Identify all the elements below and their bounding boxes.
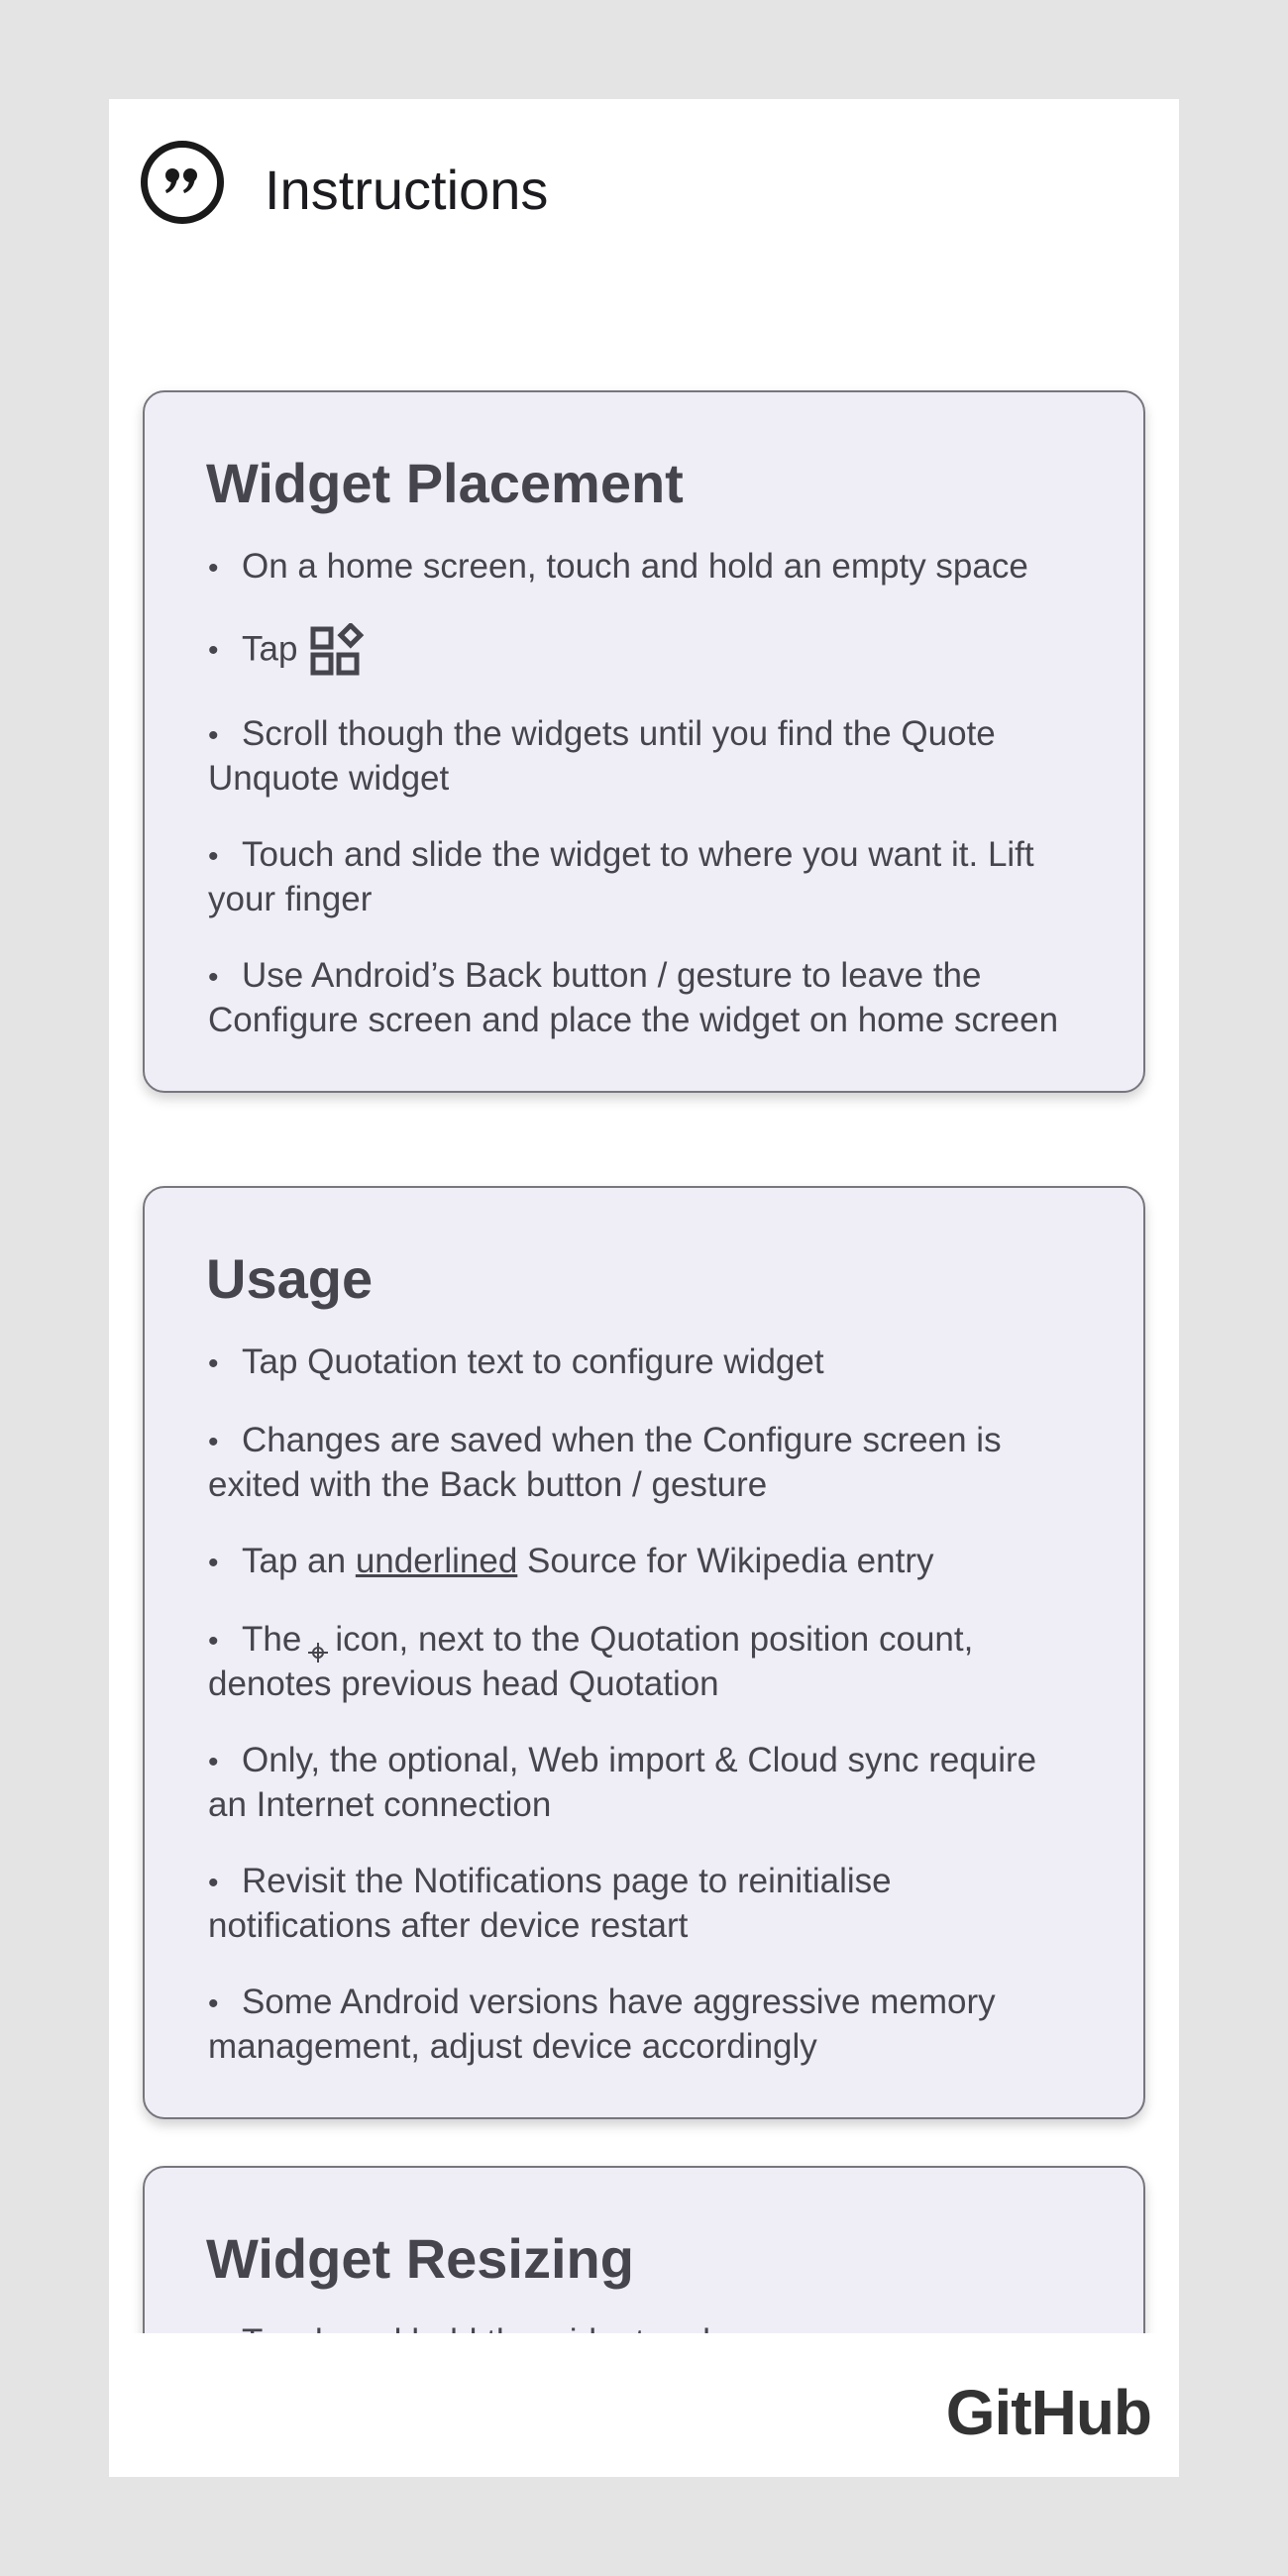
card-title: Widget Resizing — [206, 2227, 634, 2290]
list-item: • Scroll though the widgets until you find the Quote Unquote widget — [208, 714, 996, 798]
bullet: • — [208, 719, 219, 752]
format-quote-icon-glyph — [160, 160, 205, 205]
instructions-scroll-area[interactable] — [109, 272, 1179, 2432]
bullet: • — [208, 1625, 219, 1658]
bullet: • — [208, 1426, 219, 1458]
list-item: • Changes are saved when the Configure screen is exited with the Back button / gesture — [208, 1421, 1002, 1504]
list-item: • Use Android’s Back button / gesture to leave the Configure screen and place the widget on home screen — [208, 956, 1059, 1039]
list-item: • On a home screen, touch and hold an empty space — [206, 545, 1082, 590]
list-item: • Revisit the Notifications page to reinitialise notifications after device restart — [208, 1862, 892, 1945]
bullet: • — [208, 552, 219, 585]
page-title: Instructions — [265, 159, 549, 221]
list-item: • Touch and slide the widget to where you want it. Lift your finger — [208, 835, 1034, 918]
list-item: • Tap an underlined Source for Wikipedia entry — [206, 1540, 1082, 1584]
list-item: • Tap Quotation text to configure widget — [206, 1341, 1082, 1385]
github-logo[interactable]: GitHub — [945, 2377, 1151, 2448]
bullet: • — [208, 840, 219, 873]
footer — [109, 2333, 1179, 2477]
bullet: • — [208, 1867, 219, 1899]
list-item: • Tap — [206, 623, 1082, 679]
bullet: • — [208, 1987, 219, 2020]
bullet: • — [208, 1746, 219, 1778]
card-usage — [143, 1186, 1145, 2119]
card-title: Usage — [206, 1247, 374, 1310]
card-title: Widget Placement — [206, 452, 684, 514]
widgets-icon — [309, 623, 365, 679]
bullet: • — [208, 1547, 219, 1579]
card-widget-placement — [143, 390, 1145, 1093]
list-item: • The icon, next to the Quotation position count, denotes previous head Quotation — [208, 1620, 974, 1703]
bullet: • — [208, 961, 219, 994]
bullet: • — [208, 634, 219, 668]
crosshair-icon — [307, 1631, 329, 1653]
format-quote-icon[interactable] — [141, 141, 224, 224]
bullet: • — [208, 1347, 219, 1380]
instructions-screen — [109, 99, 1179, 2477]
list-item: • Only, the optional, Web import & Cloud sync require an Internet connection — [208, 1741, 1037, 1824]
wikipedia-link-example: underlined — [355, 1542, 518, 1580]
list-item: • Some Android versions have aggressive memory management, adjust device accordingly — [208, 1983, 996, 2066]
top-app-bar — [109, 99, 1179, 272]
